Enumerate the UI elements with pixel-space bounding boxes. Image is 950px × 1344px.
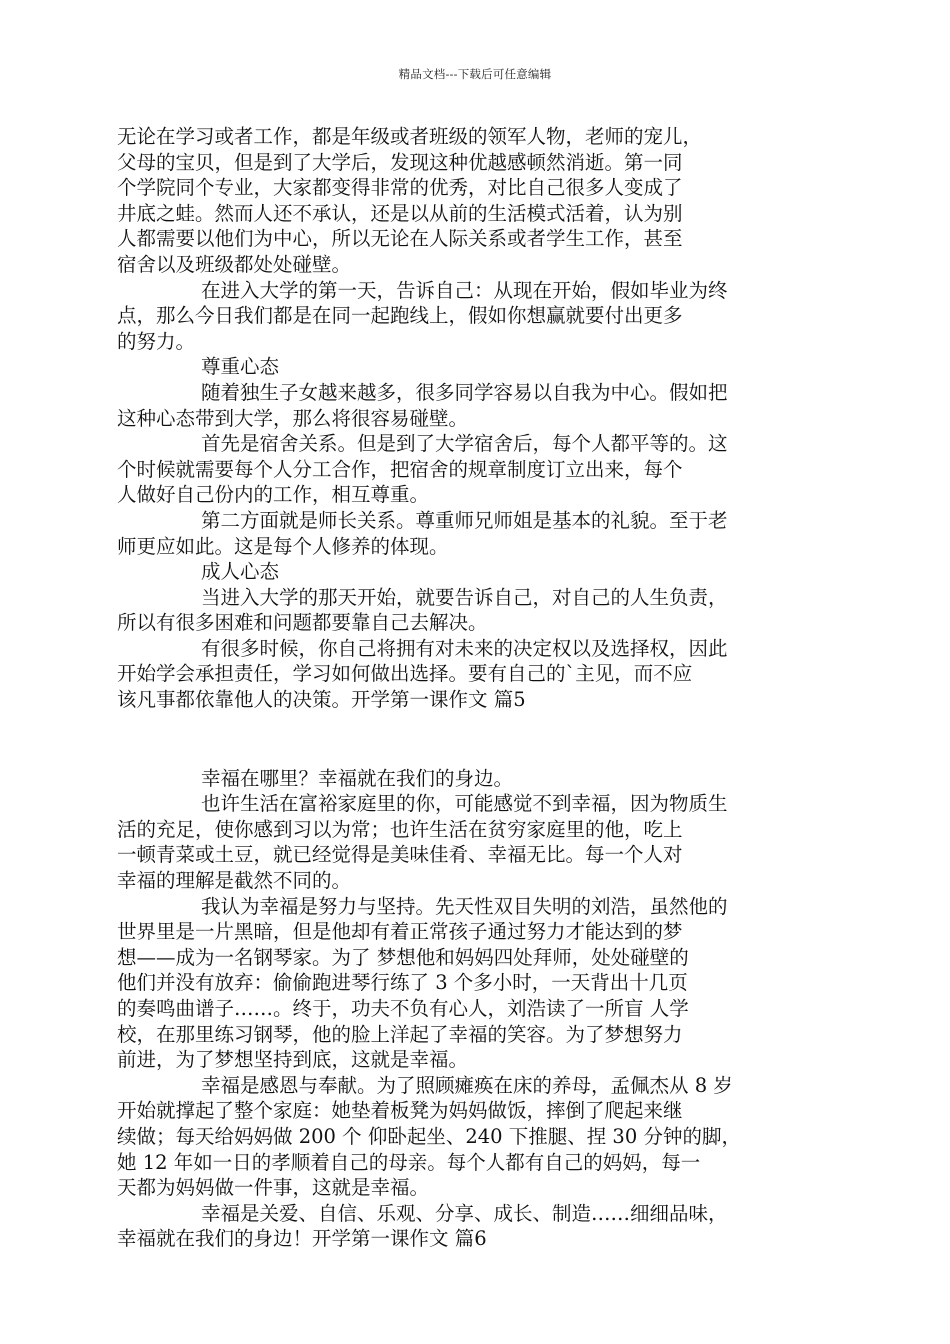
paragraph-2: [117, 278, 837, 355]
document-body: [117, 124, 837, 1252]
paragraph-12: [117, 1201, 837, 1252]
paragraph-8: [117, 766, 837, 792]
text-line: 有很多时候，你自己将拥有对未来的决定权以及选择权，因此: [201, 636, 728, 660]
paragraph-7: [117, 636, 837, 713]
text-line: 第二方面就是师长关系。尊重师兄师姐是基本的礼貌。至于老: [201, 508, 728, 532]
text-line: 校，在那里练习钢琴，他的脸上洋起了幸福的笑容。为了梦想努力: [117, 1022, 683, 1046]
text-line: 无论在学习或者工作，都是年级或者班级的领军人物，老师的宠儿，: [117, 125, 703, 148]
text-line: 活的充足，使你感到习以为常；也许生活在贫穷家庭里的他，吃上: [117, 817, 683, 841]
text-line: 他们并没有放弃：偷偷跑进琴行练了 3 个多小时，一天背出十几页: [117, 971, 688, 995]
section-heading-adult: 成人心态: [201, 560, 280, 584]
text-line: 人都需要以他们为中心，所以无论在人际关系或者学生工作，甚至: [117, 227, 683, 251]
text-line: 幸福在哪里？幸福就在我们的身边。: [201, 766, 514, 790]
paragraph-9: [117, 791, 837, 893]
text-line: 开始就撑起了整个家庭：她垫着板凳为妈妈做饭，摔倒了爬起来继: [117, 1099, 683, 1123]
text-line: 幸福的理解是截然不同的。: [117, 869, 352, 893]
text-line: 幸福是感恩与奉献。为了照顾瘫痪在床的养母，孟佩杰从 8 岁: [201, 1073, 733, 1097]
text-line: 想——成为一名钢琴家。为了 梦想他和妈妈四处拜师，处处碰壁的: [117, 945, 689, 969]
text-line: 的奏鸣曲谱子……。终于，功夫不负有心人，刘浩读了一所盲 人学: [117, 997, 689, 1020]
text-line: 的努力。: [117, 329, 196, 353]
text-line: 首先是宿舍关系。但是到了大学宿舍后，每个人都平等的。这: [201, 432, 728, 456]
text-line: 人做好自己份内的工作，相互尊重。: [117, 483, 430, 507]
text-line: 天都为妈妈做一件事，这就是幸福。: [117, 1176, 430, 1200]
text-line: 父母的宝贝，但是到了大学后，发现这种优越感顿然消逝。第一同: [117, 150, 683, 174]
paragraph-1: [117, 124, 837, 278]
text-line: 这种心态带到大学，那么将很容易碰壁。: [117, 406, 469, 430]
text-line: 开始学会承担责任，学习如何做出选择。要有自己的`主见，而不应: [117, 662, 693, 686]
paragraph-11: [117, 1073, 837, 1201]
text-line: 点，那么今日我们都是在同一起跑线上，假如你想赢就要付出更多: [117, 304, 683, 328]
text-line: 井底之蛙。然而人还不承认，还是以从前的生活模式活着，认为别: [117, 201, 683, 225]
text-line: 世界里是一片黑暗，但是他却有着正常孩子通过努力才能达到的梦: [117, 920, 683, 944]
text-line: 个时候就需要每个人分工合作，把宿舍的规章制度订立出来，每个: [117, 457, 683, 481]
section-heading-respect: 尊重心态: [201, 355, 280, 379]
text-line: 我认为幸福是努力与坚持。先天性双目失明的刘浩，虽然他的: [201, 894, 728, 918]
page-header: 精品文档---下载后可任意编辑: [398, 67, 552, 81]
text-line: 当进入大学的那天开始，就要告诉自己，对自己的人生负责，: [201, 585, 728, 609]
text-line: 所以有很多困难和问题都要靠自己去解决。: [117, 611, 488, 635]
paragraph-6: [117, 585, 837, 636]
text-line: 师更应如此。这是每个人修养的体现。: [117, 534, 449, 558]
paragraph-3: [117, 380, 837, 431]
text-line: 幸福是关爱、自信、乐观、分享、成长、制造……细细品味，: [201, 1201, 728, 1225]
paragraph-5: [117, 508, 837, 559]
paragraph-10: [117, 894, 837, 1073]
text-line: 续做；每天给妈妈做 200 个 仰卧起坐、240 下推腿、捏 30 分钟的脚，: [117, 1124, 741, 1148]
text-line: 该凡事都依靠他人的决策。开学第一课作文 篇5: [117, 688, 526, 712]
text-line: 也许生活在富裕家庭里的你，可能感觉不到幸福，因为物质生: [201, 792, 728, 816]
text-line: 前进，为了梦想坚持到底，这就是幸福。: [117, 1048, 469, 1072]
section-spacer: [117, 713, 837, 766]
text-line: 一顿青菜或土豆，就已经觉得是美味佳肴、幸福无比。每一个人对: [117, 843, 683, 867]
text-line: 随着独生子女越来越多，很多同学容易以自我为中心。假如把: [201, 380, 728, 404]
text-line: 幸福就在我们的身边！开学第一课作文 篇6: [117, 1227, 487, 1251]
text-line: 在进入大学的第一天，告诉自己：从现在开始，假如毕业为终: [201, 278, 728, 302]
text-line: 个学院同个专业，大家都变得非常的优秀，对比自己很多人变成了: [117, 176, 683, 200]
text-line: 宿舍以及班级都处处碰壁。: [117, 252, 352, 276]
paragraph-4: [117, 431, 837, 508]
text-line: 她 12 年如一日的孝顺着自己的母亲。每个人都有自己的妈妈，每一: [117, 1150, 701, 1174]
